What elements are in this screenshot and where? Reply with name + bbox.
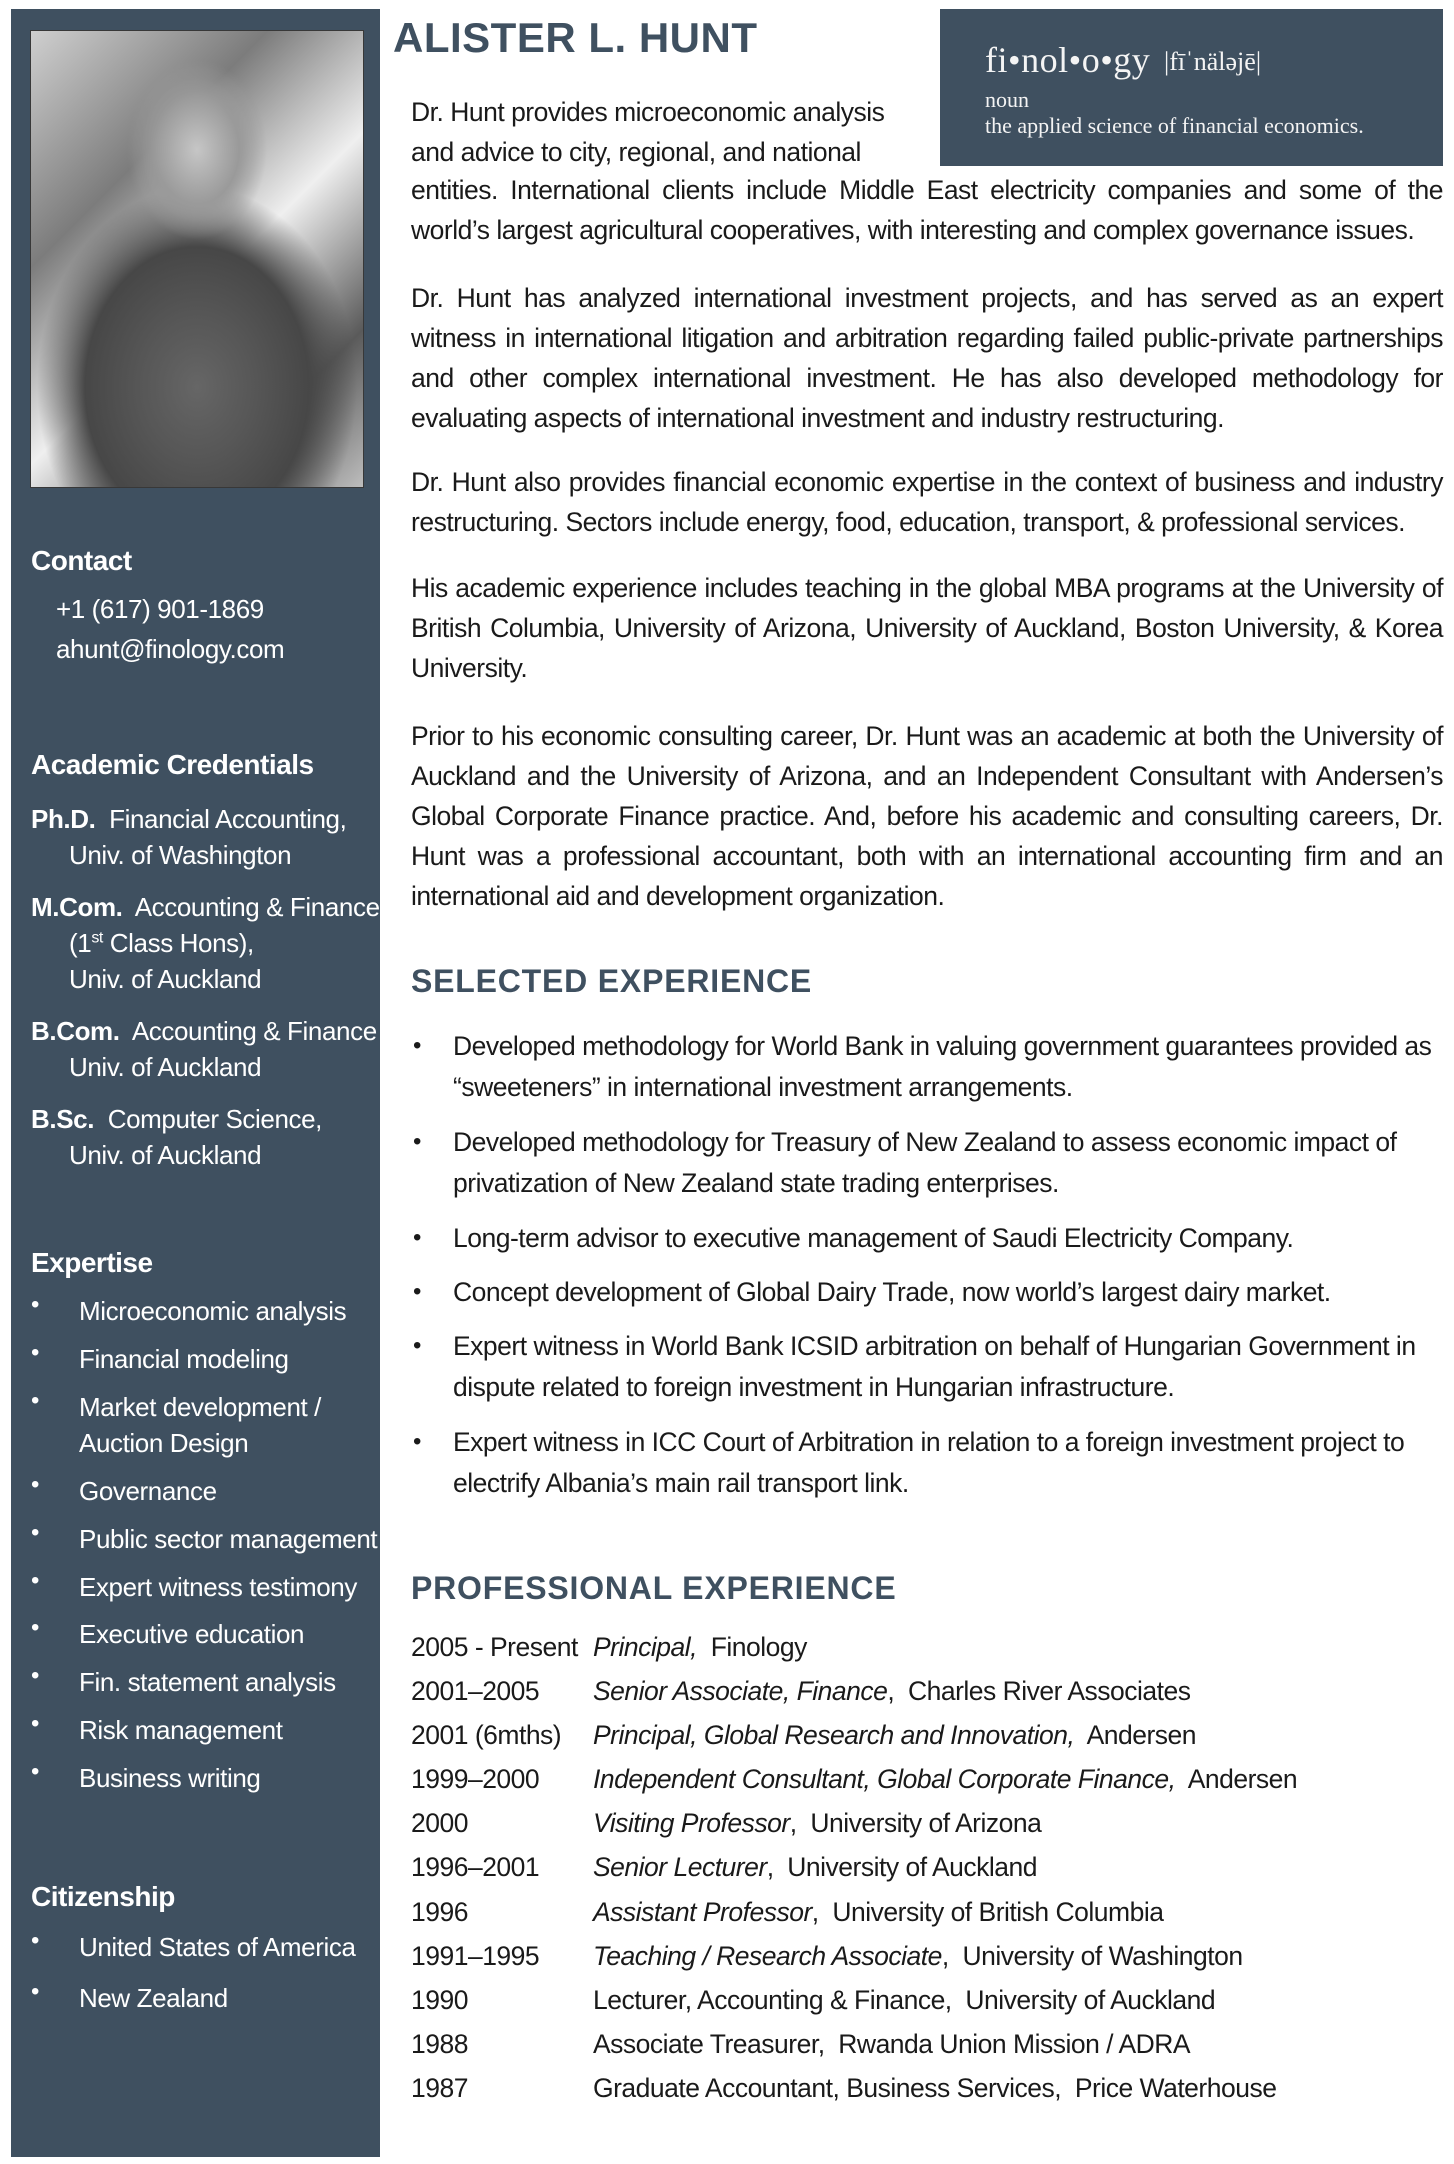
job-years: 1999–2000 [411,1764,540,1794]
credential-field: Accounting & Finance [134,892,380,922]
job-role: Senior Associate, Finance, Charles River Associates [593,1676,1191,1706]
expertise-heading: Expertise [31,1247,153,1278]
job-years: 1990 [411,1985,468,2015]
credential-institution: Univ. of Washington [69,840,292,870]
intro-paragraph-1-rest: entities. International clients include Middle East electricity companies and some of the world’s largest agricultural cooperatives, with interesting and complex governance issues. [411,175,1443,245]
job-title: Senior Associate, Finance [593,1676,888,1706]
job-title: Teaching / Research Associate [593,1941,942,1971]
job-organization: Price Waterhouse [1074,2073,1277,2103]
bullet-icon: • [413,1428,421,1455]
job-organization: University of Arizona [810,1808,1042,1838]
job-role: Assistant Professor, University of British Columbia [593,1897,1164,1927]
expertise-text: Auction Design [79,1428,249,1458]
citizenship-heading: Citizenship [31,1881,175,1912]
job-title: Associate Treasurer, [593,2029,825,2059]
bullet-icon: • [31,1927,40,1954]
definition-word: fi•nol•o•gy [985,40,1151,80]
bullet-icon: • [413,1278,421,1305]
job-title: Principal, [593,1632,697,1662]
job-organization: Charles River Associates [907,1676,1191,1706]
expertise-text: Market development / [79,1392,322,1422]
honours-superscript: st [91,929,103,947]
intro-paragraph-1-line-1: Dr. Hunt provides microeconomic analysis [411,97,885,127]
job-years: 2000 [411,1808,468,1838]
job-role [593,1985,1215,2016]
job-role [593,2029,1190,2060]
job-role: Teaching / Research Associate, University of Washington [593,1941,1243,1971]
job-years: 2005 - Present [411,1632,578,1662]
experience-text: Developed methodology for World Bank in valuing government guarantees provided as “sweeteners” in international investment arrangements. [453,1031,1432,1102]
job-years: 1996–2001 [411,1852,540,1882]
sidebar [11,9,380,2157]
definition-meaning: the applied science of financial economics. [985,113,1364,138]
credential-institution: Univ. of Auckland [69,1052,262,1082]
intro-paragraph-3: Dr. Hunt also provides financial economic expertise in the context of business and industry restructuring. Sectors include energy, food, education, transport, & professional services. [411,467,1443,537]
experience-text: Developed methodology for Treasury of New Zealand to assess economic impact of privatization of New Zealand state trading enterprises. [453,1127,1397,1198]
job-years: 1991–1995 [411,1941,540,1971]
person-name: ALISTER L. HUNT [393,14,758,61]
bullet-icon: • [31,1567,40,1594]
credential-degree: M.Com. [31,892,123,922]
job-organization: Rwanda Union Mission / ADRA [838,2029,1191,2059]
credential-degree: B.Com. [31,1016,120,1046]
contact-heading: Contact [31,545,132,576]
job-title: Independent Consultant, Global Corporate Finance, [593,1764,1176,1794]
contact-phone[interactable]: +1 (617) 901-1869 [56,594,264,624]
job-organization: University of British Columbia [832,1897,1164,1927]
expertise-text: Governance [79,1476,217,1506]
professional-experience-heading: PROFESSIONAL EXPERIENCE [411,1570,897,1606]
credential-honours [69,928,254,959]
job-years: 1988 [411,2029,468,2059]
bullet-icon: • [413,1224,421,1251]
credential-institution: Univ. of Auckland [69,964,262,994]
citizenship-text: New Zealand [79,1983,228,2013]
job-title: Graduate Accountant, Business Services, [593,2073,1062,2103]
job-role [593,1632,807,1663]
bullet-icon: • [413,1332,421,1359]
expertise-text: Expert witness testimony [79,1572,357,1602]
credential-field: Computer Science, [107,1104,322,1134]
job-role [593,2073,1276,2104]
bullet-icon: • [31,1471,40,1498]
bullet-icon: • [31,1758,40,1785]
profile-photo [30,30,364,488]
definition-part-of-speech: noun [985,87,1029,112]
finology-definition-box [940,9,1443,166]
job-role [593,1720,1196,1751]
definition-pronunciation: |fīˈnäləjē| [1164,47,1262,76]
job-years: 2001 (6mths) [411,1720,562,1750]
credential-field: Accounting & Finance [131,1016,377,1046]
job-title: Principal, Global Research and Innovation, [593,1720,1075,1750]
job-organization: University of Auckland [787,1852,1037,1882]
bullet-icon: • [31,1978,40,2005]
bullet-icon: • [31,1710,40,1737]
intro-paragraph-4: His academic experience includes teaching in the global MBA programs at the University of British Columbia, University of Arizona, University of Auckland, Boston University, & Korea University. [411,573,1443,683]
expertise-text: Fin. statement analysis [79,1667,336,1697]
bullet-icon: • [31,1339,40,1366]
job-years: 2001–2005 [411,1676,540,1706]
bullet-icon: • [413,1032,421,1059]
job-title: Assistant Professor [593,1897,812,1927]
job-organization: Andersen [1187,1764,1298,1794]
credential-phd [31,804,346,835]
expertise-text: Public sector management [79,1524,378,1554]
honours-text-rest: Class Hons), [102,928,254,958]
job-role: Senior Lecturer, University of Auckland [593,1852,1037,1882]
experience-text: Expert witness in World Bank ICSID arbitration on behalf of Hungarian Government in dispute related to foreign investment in Hungarian infrastructure. [453,1331,1416,1402]
credential-bcom [31,1016,377,1047]
bullet-icon: • [31,1662,40,1689]
credentials-heading: Academic Credentials [31,749,314,780]
bullet-icon: • [31,1614,40,1641]
job-role: Visiting Professor, University of Arizona [593,1808,1042,1838]
expertise-text: Microeconomic analysis [79,1296,347,1326]
job-role [593,1764,1297,1795]
experience-text: Concept development of Global Dairy Trade, now world’s largest dairy market. [453,1277,1331,1307]
credential-institution: Univ. of Auckland [69,1140,262,1170]
experience-text: Long-term advisor to executive management of Saudi Electricity Company. [453,1223,1294,1253]
intro-paragraph-2: Dr. Hunt has analyzed international investment projects, and has served as an expert witness in international litigation and arbitration regarding failed public-private partnerships and other complex international investment. He has also developed methodology for evaluating aspects of international investment and industry restructuring. [411,283,1443,433]
honours-text: (1 [69,928,92,958]
expertise-text: Executive education [79,1619,305,1649]
expertise-text: Financial modeling [79,1344,289,1374]
job-organization: University of Auckland [965,1985,1216,2015]
expertise-text: Risk management [79,1715,283,1745]
job-title: Senior Lecturer [593,1852,767,1882]
job-title: Visiting Professor [593,1808,790,1838]
bullet-icon: • [31,1519,40,1546]
contact-email[interactable]: ahunt@finology.com [56,634,285,664]
selected-experience-heading: SELECTED EXPERIENCE [411,963,813,999]
credential-degree: Ph.D. [31,804,96,834]
job-title: Lecturer, Accounting & Finance, [593,1985,952,2015]
bullet-icon: • [413,1128,421,1155]
job-organization: Finology [710,1632,807,1662]
credential-degree: B.Sc. [31,1104,95,1134]
job-years: 1996 [411,1897,468,1927]
credential-field: Financial Accounting, [109,804,347,834]
job-years: 1987 [411,2073,468,2103]
intro-paragraph-5: Prior to his economic consulting career, Dr. Hunt was an academic at both the University of Auckland and the University of Arizona, and an Independent Consultant with Andersen’s Global Corporate Finance practice. And, before his academic and consulting careers, Dr. Hunt was a professional accountant, both with an international accounting firm and an international aid and development organization. [411,721,1443,911]
job-organization: Andersen [1086,1720,1197,1750]
bullet-icon: • [31,1291,40,1318]
credential-mcom [31,892,380,923]
citizenship-text: United States of America [79,1932,356,1962]
job-organization: University of Washington [962,1941,1243,1971]
credential-bsc [31,1104,322,1135]
experience-text: Expert witness in ICC Court of Arbitration in relation to a foreign investment project to electrify Albania’s main rail transport link. [453,1427,1405,1498]
bullet-icon: • [31,1387,40,1414]
expertise-text: Business writing [79,1763,261,1793]
intro-paragraph-1-line-2: and advice to city, regional, and national [411,137,861,167]
